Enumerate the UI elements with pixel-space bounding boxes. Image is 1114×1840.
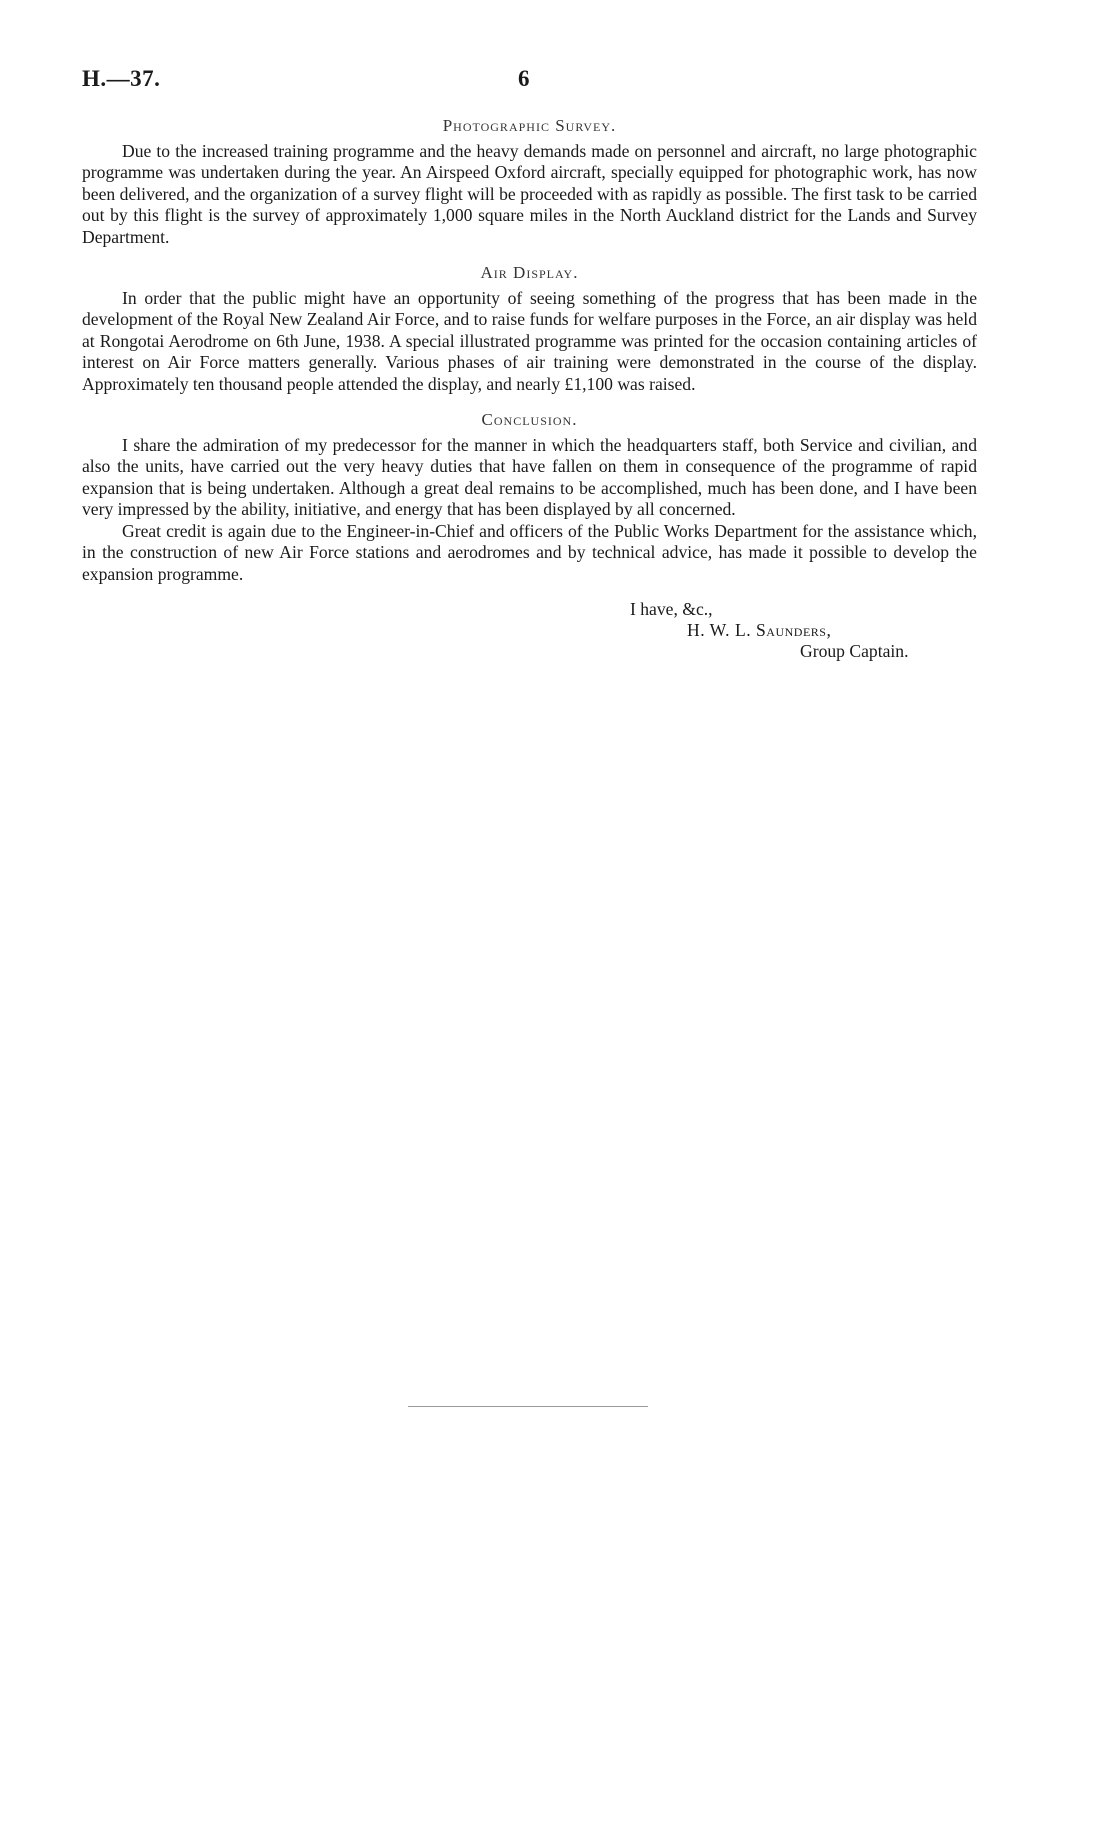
running-header <box>82 66 977 96</box>
paragraph: Due to the increased training programme and the heavy demands made on personnel and aircraft, no large photographic programme was undertaken during the year. An Airspeed Oxford aircraft, specially equipped for photographic work, has now been delivered, and the organization of a survey flight will be proceeded with as rapidly as possible. The first task to be carried out by this flight is the survey of approximately 1,000 square miles in the North Auckland district for the Lands and Survey Department. <box>82 140 977 247</box>
paragraph: In order that the public might have an opportunity of seeing something of the progress that has been made in the development of the Royal New Zealand Air Force, and to raise funds for welfare purposes in the Force, an air display was held at Rongotai Aerodrome on 6th June, 1938. A special illustrated programme was printed for the occasion containing articles of interest on Air Force matters generally. Various phases of air training were demonstrated in the course of the display. Approximately ten thousand people attended the display, and nearly £1,100 was raised. <box>82 287 977 394</box>
section-heading: Conclusion. <box>481 410 578 429</box>
signatory-name: H. W. L. Saunders, <box>687 620 832 640</box>
closing-line: I have, &c., <box>630 599 713 619</box>
section-conclusion <box>82 409 977 585</box>
report-body <box>82 115 977 669</box>
section-air-display <box>82 262 977 395</box>
section-heading: Air Display. <box>480 263 579 282</box>
paragraph: Great credit is again due to the Engineer-in-Chief and officers of the Public Works Department for the assistance which, in the construction of new Air Force stations and aerodromes and by technical advice, has made it possible to develop the expansion programme. <box>82 520 977 584</box>
page-number: 6 <box>518 66 530 91</box>
signatory-rank: Group Captain. <box>800 641 909 661</box>
end-divider <box>408 1406 648 1407</box>
section-photographic-survey <box>82 115 977 248</box>
document-reference: H.—37. <box>82 66 161 91</box>
section-heading: Photographic Survey. <box>442 116 617 135</box>
signature-block <box>82 599 977 669</box>
paragraph: I share the admiration of my predecessor for the manner in which the headquarters staff, both Service and civilian, and also the units, have carried out the very heavy duties that have fallen on them in consequence of the programme of rapid expansion that is being undertaken. Although a great deal remains to be accomplished, much has been done, and I have been very impressed by the ability, initiative, and energy that has been displayed by all concerned. <box>82 434 977 519</box>
